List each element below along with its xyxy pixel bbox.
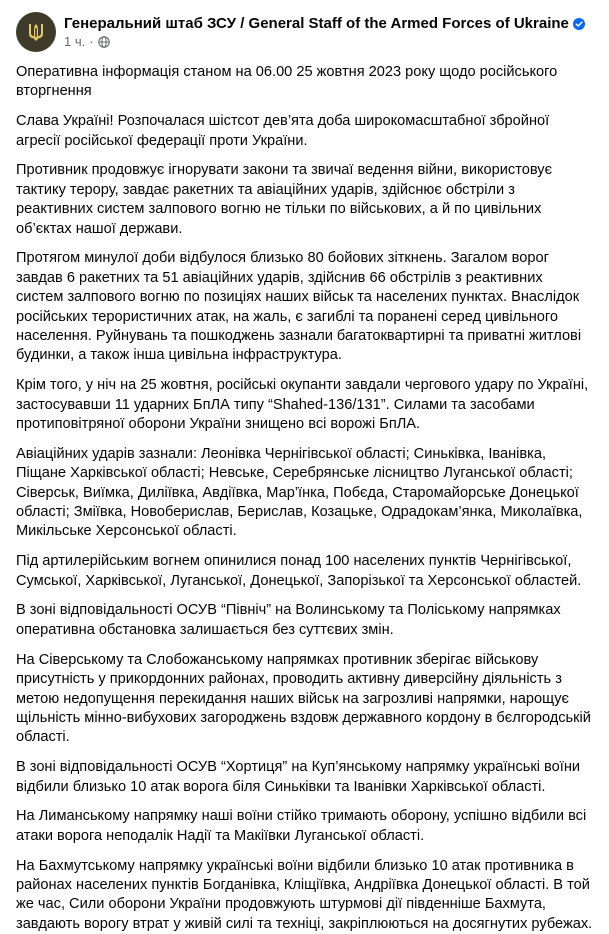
post-body bbox=[16, 63, 593, 934]
globe-icon[interactable] bbox=[98, 36, 110, 48]
trident-emblem-icon bbox=[24, 20, 48, 44]
post-paragraph: Слава Україні! Розпочалася шістсот дев’ята доба широкомасштабної збройної агресії російської федерації проти України. bbox=[16, 113, 550, 149]
post-paragraph: Крім того, у ніч на 25 жовтня, російські окупанти завдали чергового удару по Україні, застосувавши 11 ударних БпЛА типу “Shahed-136/131”. Силами та засобами протиповітряної оборони України знищено всі ворожі БпЛА. bbox=[16, 377, 589, 433]
author-row bbox=[64, 14, 585, 33]
post-paragraph: Авіаційних ударів зазнали: Леонівка Чернігівської області; Синьківка, Іванівка, Піщане Харківської області; Невське, Серебрянське лісництво Луганської області; Сіверськ, Виїмка, Диліївка, Авдіївка, Мар’їнка, Побєда, Старомайорське Донецької області; Зміївка, Новоберислав, Берислав, Козацьке, Одрадокам’янка, Миколаївка, Микільське Херсонської області. bbox=[16, 445, 583, 540]
page-avatar[interactable] bbox=[16, 12, 56, 52]
page-name-link[interactable]: Генеральний штаб ЗСУ / General Staff of the Armed Forces of Ukraine bbox=[64, 15, 569, 32]
post-paragraph: Під артилерійським вогнем опинилися понад 100 населених пунктів Чернігівської, Сумської, Харківської, Луганської, Донецької, Запорізької та Херсонської областей. bbox=[16, 553, 582, 589]
post-paragraph: На Лиманському напрямку наші воїни стійко тримають оборону, успішно відбили всі атаки ворога неподалік Надії та Макіївки Луганської області. bbox=[16, 808, 587, 844]
post-paragraph-title: Оперативна інформація станом на 06.00 25 жовтня 2023 року щодо російського вторгнення bbox=[16, 64, 558, 100]
post-timestamp-link[interactable]: 1 ч. bbox=[64, 34, 86, 49]
post-paragraph: В зоні відповідальності ОСУВ “Хортиця” на Куп’янському напрямку українські воїни відбили близько 10 атак ворога біля Синьківки та Іванівки Харківської області. bbox=[16, 759, 581, 795]
post-paragraph: На Сіверському та Слобожанському напрямках противник зберігає військову присутність у прикордонних районах, проводить активну диверсійну діяльність з метою недопущення перекидання наших військ на загрозливі напрямки, нарощує щільність мінно-вибухових загороджень вздовж державного кордону в бєлгородській області. bbox=[16, 651, 591, 746]
verified-badge-icon bbox=[573, 18, 585, 30]
post-meta bbox=[64, 14, 585, 50]
post-paragraph: Протягом минулої доби відбулося близько 80 бойових зіткнень. Загалом ворог завдав 6 ракетних та 51 авіаційних ударів, здійснив 66 обстрілів з реактивних систем залпового вогню по позиціях наших військ та населених пунктах. Внаслідок російських терористичних атак, на жаль, є загиблі та поранені серед цивільного населення. Руйнувань та пошкоджень зазнали багатоквартирні та приватні житлові будинки, а також інша цивільна інфраструктура. bbox=[16, 250, 582, 364]
post-paragraph: На Бахмутському напрямку українські воїни відбили близько 10 атак противника в районах населених пунктів Богданівка, Кліщіївка, Андріївка Донецької області. В той же час, Сили оборони України продовжують штурмові дії південніше Бахмута, завдають ворогу втрат у живій силі та техніці, закріплюються на досягнутих рубежах. bbox=[16, 857, 593, 932]
post-paragraph: Противник продовжує ігнорувати закони та звичаї ведення війни, використовує тактику терору, завдає ракетних та авіаційних ударів, здійснює обстріли з реактивних систем залпового вогню не тільки по військових, а й по цивільних об’єктах нашої держави. bbox=[16, 162, 553, 237]
post-subline bbox=[64, 34, 585, 50]
post-header bbox=[16, 12, 593, 52]
meta-separator: · bbox=[89, 34, 94, 49]
post-paragraph: В зоні відповідальності ОСУВ “Північ” на Волинському та Поліському напрямках оперативна обстановка залишається без суттєвих змін. bbox=[16, 602, 561, 638]
